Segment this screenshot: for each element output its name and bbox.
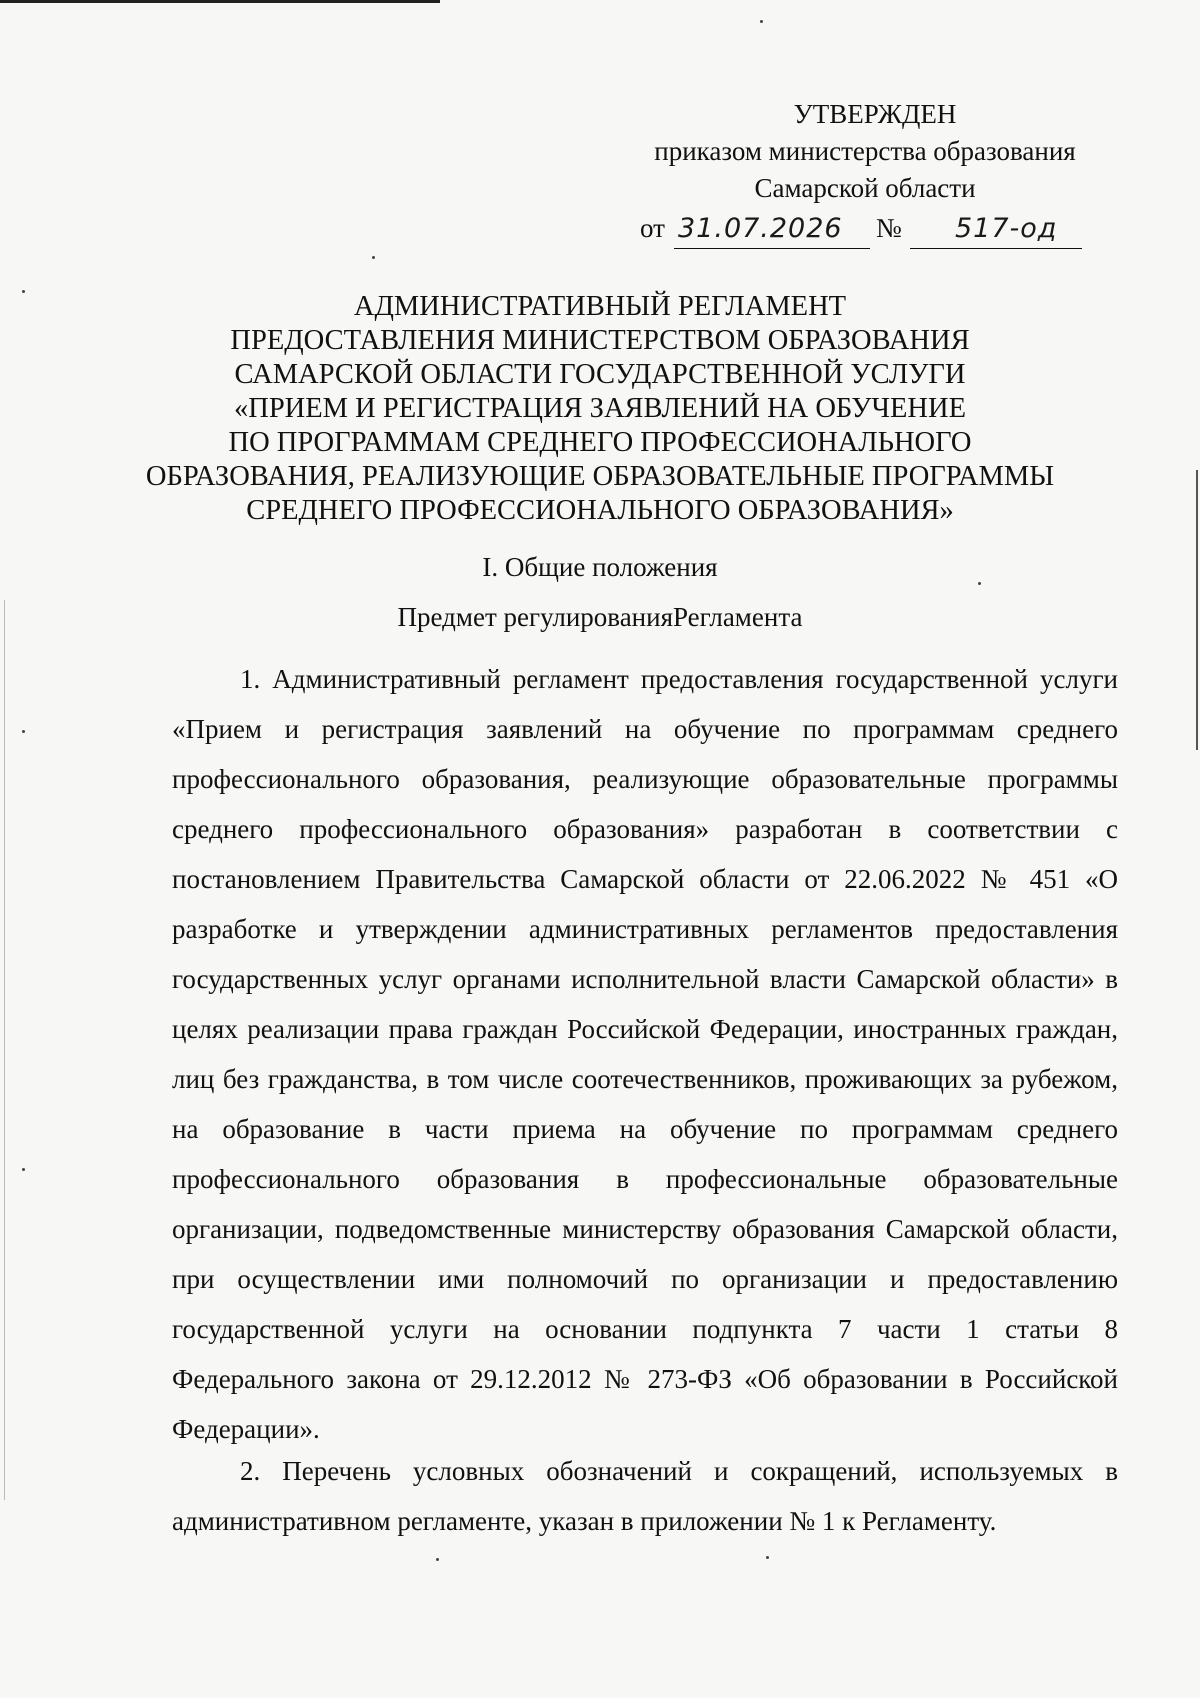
scan-edge-left [4, 600, 5, 1500]
handwritten-date: 31.07.2026 [678, 213, 843, 244]
title-line: САМАРСКОЙ ОБЛАСТИ ГОСУДАРСТВЕННОЙ УСЛУГИ [234, 359, 966, 390]
paragraph-1-block [172, 654, 1118, 1454]
approval-date-number-row [640, 209, 1090, 253]
paragraph: 2. Перечень условных обозначений и сокращений, используемых в административном регламенте, указан в приложении № 1 к Регламенту. [172, 1456, 1118, 1536]
title-line: СРЕДНЕГО ПРОФЕССИОНАЛЬНОГО ОБРАЗОВАНИЯ» [246, 495, 954, 526]
document-title [140, 290, 1060, 528]
title-line: ПО ПРОГРАММАМ СРЕДНЕГО ПРОФЕССИОНАЛЬНОГО [228, 427, 972, 458]
section-heading: I. Общие положения [482, 552, 718, 582]
title-line: АДМИНИСТРАТИВНЫЙ РЕГЛАМЕНТ [353, 291, 847, 322]
number-label: № [876, 213, 902, 243]
paragraph: 1. Административный регламент предоставления государственной услуги «Прием и регистрация заявлений на обучение по программам среднего профессионального образования, реализующие образовательные программы среднего профессионального образования» разработан в соответствии с постановлением Правительства Самарской области от 22.06.2022 № 451 «О разработке и утверждении административных регламентов предоставления государственных услуг органами исполнительной власти Самарской области» в целях реализации права граждан Российской Федерации, иностранных граждан, лиц без гражданства, в том числе соотечественников, проживающих за рубежом, на образование в части приема на обучение по программам среднего профессионального образования в профессиональные образовательные организации, подведомственные министерству образования Самарской области, при осуществлении ими полномочий по организации и предоставлению государственной услуги на основании подпункта 7 части 1 статьи 8 Федерального закона от 29.12.2012 № 273-ФЗ «Об образовании в Российской Федерации». [172, 664, 1118, 1444]
paragraph-2-block [172, 1446, 1118, 1546]
title-line: «ПРИЕМ И РЕГИСТРАЦИЯ ЗАЯВЛЕНИЙ НА ОБУЧЕНИЕ [234, 393, 966, 424]
title-line: ОБРАЗОВАНИЯ, РЕАЛИЗУЮЩИЕ ОБРАЗОВАТЕЛЬНЫЕ ПРОГРАММЫ [145, 461, 1055, 492]
scan-speck [760, 20, 763, 23]
approval-block [640, 96, 1090, 253]
scan-speck [372, 256, 375, 259]
number-underline [910, 248, 1082, 249]
scan-speck [436, 1558, 439, 1561]
date-underline [674, 248, 870, 249]
scan-speck [22, 1168, 25, 1171]
scan-edge-top [0, 0, 440, 3]
from-label: от [640, 213, 665, 243]
scan-speck [22, 290, 25, 293]
scan-speck [766, 1556, 769, 1559]
scan-speck [22, 730, 25, 733]
title-line: ПРЕДОСТАВЛЕНИЯ МИНИСТЕРСТВОМ ОБРАЗОВАНИЯ [230, 325, 970, 356]
approval-line: Самарской области [754, 173, 976, 203]
approval-line: приказом министерства образования [654, 136, 1076, 166]
approval-title: УТВЕРЖДЕН [793, 99, 957, 129]
handwritten-number: 517-од [955, 213, 1058, 244]
subsection-heading: Предмет регулированияРегламента [397, 602, 803, 632]
